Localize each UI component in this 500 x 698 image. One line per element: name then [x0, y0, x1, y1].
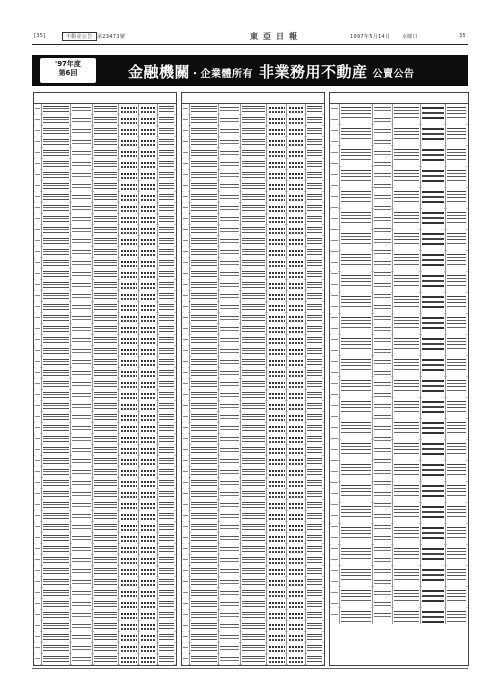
year-badge — [40, 58, 96, 83]
badge-year: '97年度 — [55, 60, 81, 68]
right-page-number: 35 — [459, 33, 466, 39]
listing-table-1 — [33, 92, 177, 666]
table-header — [182, 93, 324, 104]
headline-part-4: 公賣公告 — [372, 69, 415, 80]
listing-table-3 — [329, 92, 469, 666]
headline-part-1: 金融機關 — [128, 63, 191, 81]
headline-banner — [32, 55, 468, 86]
folio-rule — [32, 44, 468, 45]
headline-title — [128, 61, 415, 82]
newspaper-name: 東亞日報 — [250, 32, 302, 41]
badge-round: 第6回 — [58, 69, 78, 77]
publication-date: 1997年5月14日 — [350, 34, 391, 40]
listing-table-2 — [181, 92, 325, 666]
table-rows — [182, 104, 324, 665]
table-rows — [330, 104, 468, 665]
folio-line — [32, 31, 468, 43]
section-tag: 不動産公告 — [62, 32, 97, 41]
table-rows — [34, 104, 176, 665]
issue-number: 第23473號 — [97, 34, 126, 40]
headline-part-3: 非業務用不動産 — [259, 63, 368, 81]
table-header — [34, 93, 176, 104]
publication-day: 水曜日 — [402, 34, 418, 40]
footer-rule — [32, 668, 468, 669]
page-number: [35] — [34, 33, 46, 39]
headline-part-2: ・企業體所有 — [190, 69, 254, 80]
table-header — [330, 93, 468, 104]
